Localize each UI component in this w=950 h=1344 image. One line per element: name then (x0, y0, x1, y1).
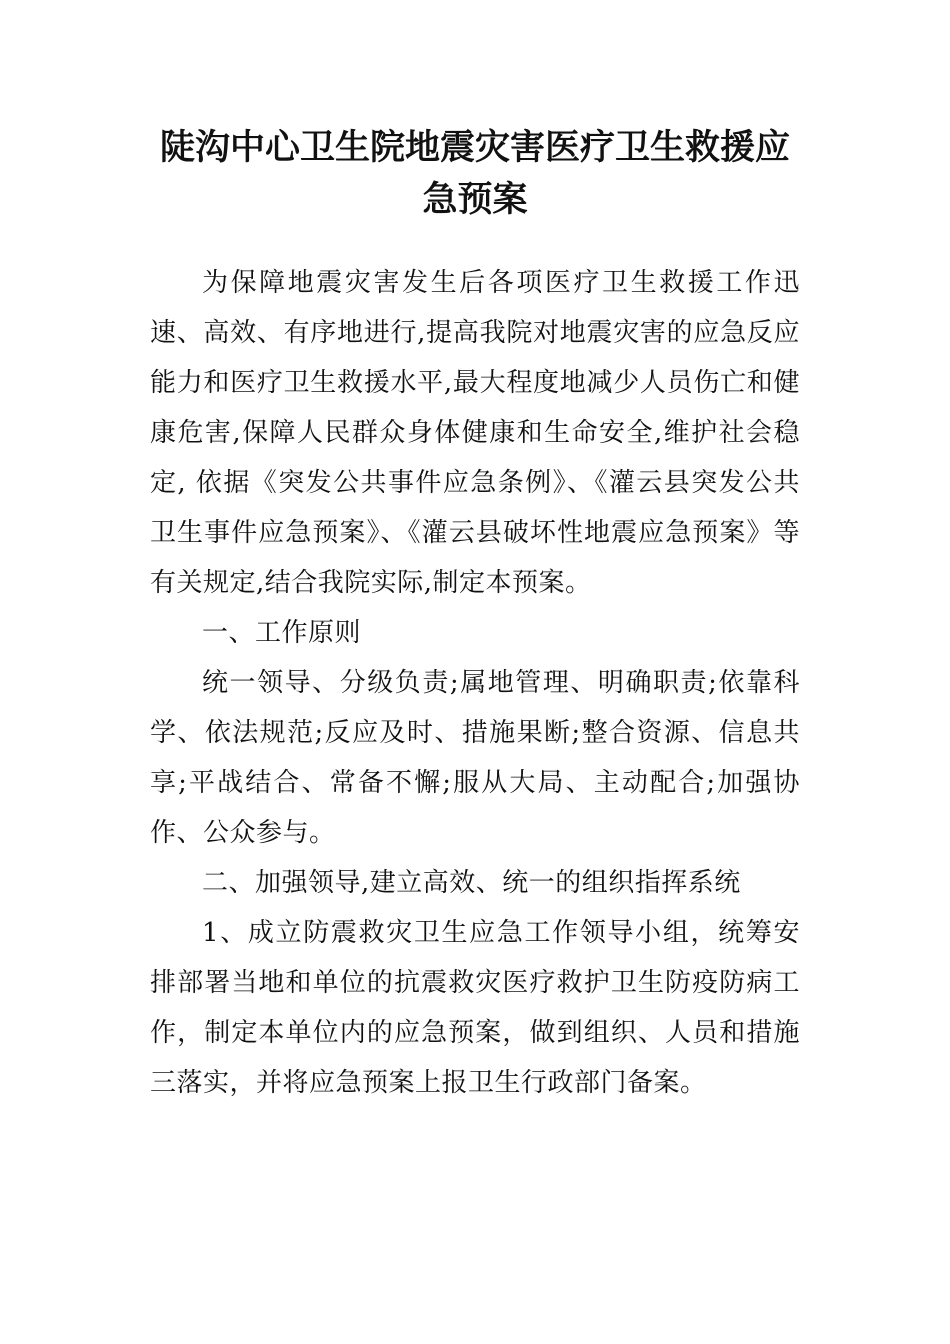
document-title: 陡沟中心卫生院地震灾害医疗卫生救援应急预案 (159, 127, 790, 220)
document-body (150, 258, 800, 1108)
principles-paragraph: 统一领导、分级负责;属地管理、明确职责;依靠科学、依法规范;反应及时、措施果断;整合资源、信息共享;平战结合、常备不懈;服从大局、主动配合;加强协作、公众参与。 (150, 668, 800, 848)
section-heading-principles: 一、工作原则 (202, 618, 362, 648)
section-heading-leadership: 二、加强领导,建立高效、统一的组织指挥系统 (202, 868, 741, 898)
leadership-paragraph-1: 1、成立防震救灾卫生应急工作领导小组，统筹安排部署当地和单位的抗震救灾医疗救护卫生防疫防病工作，制定本单位内的应急预案，做到组织、人员和措施三落实，并将应急预案上报卫生行政部门备案。 (150, 918, 800, 1098)
intro-paragraph: 为保障地震灾害发生后各项医疗卫生救援工作迅速、高效、有序地进行,提高我院对地震灾害的应急反应能力和医疗卫生救援水平,最大程度地减少人员伤亡和健康危害,保障人民群众身体健康和生命安全,维护社会稳定, 依据《突发公共事件应急条例》、《灌云县突发公共卫生事件应急预案》、《灌云县破坏性地震应急预案》等有关规定,结合我院实际,制定本预案。 (150, 268, 800, 598)
